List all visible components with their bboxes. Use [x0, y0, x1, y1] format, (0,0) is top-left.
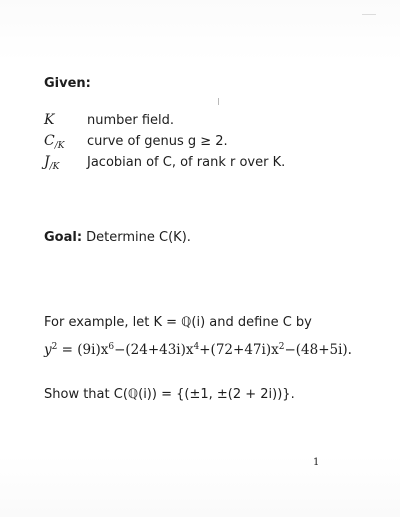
symbol-c: $C_{/K}$: [44, 133, 65, 151]
example-intro: For example, let K = ℚ(i) and define C by: [44, 315, 312, 330]
curve-equation: $y^2 = (9i)x^6-(24+43i)x^4+(72+47i)x^2-(48+5i)$.: [44, 342, 352, 358]
symbol-j: $J_{/K}$: [44, 154, 60, 172]
show-statement: Show that C(ℚ(i)) = {(±1, ±(2 + 2i))}.: [44, 387, 295, 402]
description-k: number field.: [87, 113, 175, 128]
description-j: Jacobian of C, of rank r over K.: [87, 155, 286, 170]
given-item-k: [44, 112, 174, 130]
scan-speck: [218, 98, 219, 105]
goal-text: Determine C(K).: [86, 230, 191, 245]
goal-label: Goal:: [44, 230, 83, 245]
symbol-k: K: [44, 112, 55, 128]
given-heading: Given:: [44, 76, 91, 91]
given-item-c: [44, 133, 228, 151]
given-item-j: [44, 154, 285, 172]
description-c: curve of genus g ≥ 2.: [87, 134, 228, 149]
goal-line: [44, 230, 191, 245]
page-number: 1: [313, 457, 320, 468]
scan-speck: [362, 14, 376, 15]
